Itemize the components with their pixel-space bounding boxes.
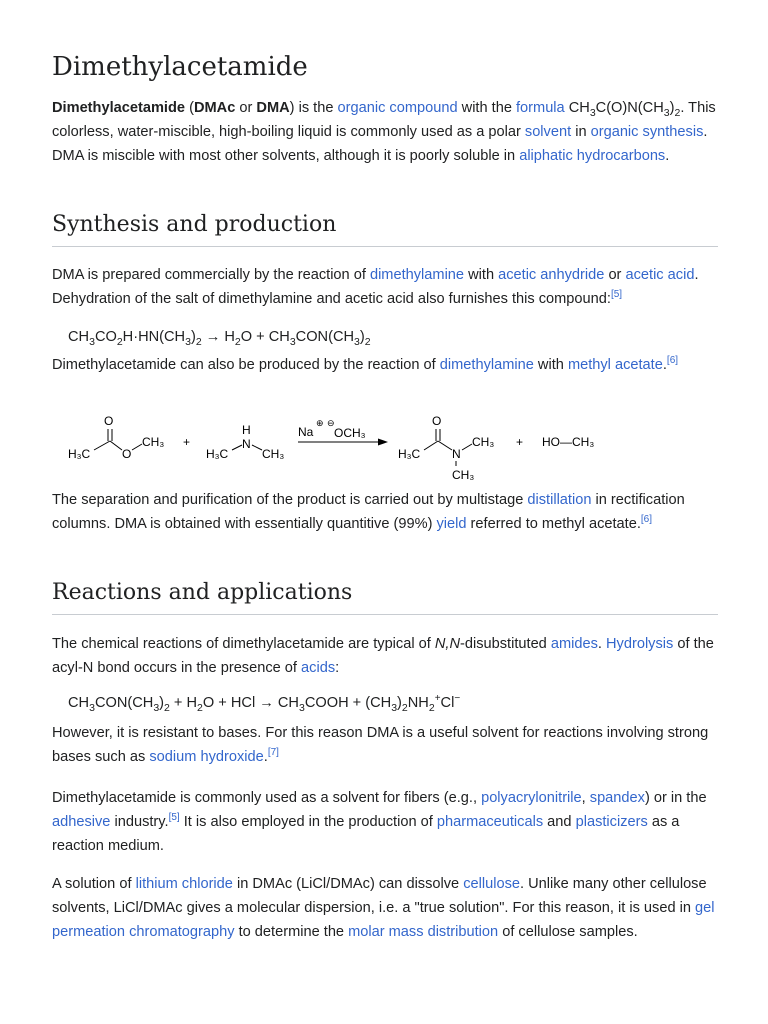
eq-text: ) bbox=[397, 695, 402, 711]
bond bbox=[252, 445, 262, 450]
link-aliphatic-hydrocarbons[interactable]: aliphatic hydrocarbons bbox=[519, 148, 666, 165]
link-hydrolysis[interactable]: Hydrolysis bbox=[606, 636, 674, 652]
text: in rectification columns. DMA is obtained with essentially quantitive (99%) bbox=[52, 492, 685, 533]
reactions-paragraph-1 bbox=[52, 632, 720, 680]
text: ( bbox=[185, 100, 194, 116]
text: . bbox=[597, 636, 607, 652]
equation-salt-dehydration bbox=[68, 326, 371, 348]
link-acetic-anhydride[interactable]: acetic anhydride bbox=[498, 267, 605, 283]
synthesis-paragraph-2 bbox=[52, 353, 720, 377]
atom-ch3: CH₃ bbox=[262, 447, 285, 461]
text: , bbox=[581, 790, 590, 806]
atom-ch3: CH₃ bbox=[452, 468, 475, 482]
link-spandex[interactable]: spandex bbox=[589, 790, 645, 806]
page-title: Dimethylacetamide bbox=[52, 52, 308, 82]
text: to determine the bbox=[234, 924, 349, 941]
citation-5[interactable]: [5] bbox=[610, 289, 623, 301]
bond bbox=[232, 445, 242, 450]
section-heading: Reactions and applications bbox=[52, 580, 353, 605]
plus-sign: + bbox=[183, 435, 191, 449]
text: with bbox=[464, 267, 499, 283]
eq-text: COOH + (CH bbox=[304, 695, 392, 711]
abbr-dma: DMA bbox=[256, 100, 290, 116]
eq-text: O + HCl → CH bbox=[202, 695, 299, 711]
link-distillation[interactable]: distillation bbox=[527, 492, 592, 508]
text: ) or in the bbox=[644, 790, 707, 806]
eq-text: O + CH bbox=[240, 329, 290, 345]
text: . bbox=[662, 357, 667, 373]
subscript: 2 bbox=[197, 702, 203, 714]
link-organic-compound[interactable]: organic compound bbox=[337, 100, 458, 116]
subscript: 3 bbox=[89, 702, 95, 714]
text: -disubstituted bbox=[460, 636, 551, 652]
dma-structure bbox=[398, 414, 494, 482]
subscript: 3 bbox=[185, 336, 191, 348]
text: as a reaction medium. bbox=[52, 814, 680, 855]
atom-o-ester: O bbox=[122, 447, 132, 461]
superscript: + bbox=[434, 693, 441, 704]
text: in DMAc (LiCl/DMAc) can dissolve bbox=[232, 876, 464, 892]
bond bbox=[94, 441, 110, 450]
link-yield[interactable]: yield bbox=[436, 516, 467, 533]
minus-charge: ⊖ bbox=[327, 418, 335, 428]
citation-6[interactable]: [6] bbox=[640, 514, 653, 526]
eq-text: Cl bbox=[440, 695, 455, 711]
eq-text: CO bbox=[94, 329, 117, 345]
subscript: 3 bbox=[391, 702, 398, 714]
text: of the acyl-N bond occurs in the presence of bbox=[52, 636, 714, 677]
reaction-scheme bbox=[66, 408, 626, 488]
atom-n: N bbox=[242, 437, 251, 451]
intro-paragraph bbox=[52, 96, 720, 169]
subscript: 2 bbox=[195, 336, 202, 348]
arrow-head bbox=[378, 439, 388, 446]
subscript: 2 bbox=[401, 702, 408, 714]
text: . Unlike many other cellulose solvents, LiCl/DMAc gives a molecular dispersion, i.e. a "true solution". For this reason, it is used in bbox=[52, 876, 707, 917]
eq-text: NH bbox=[407, 695, 429, 711]
link-plasticizers[interactable]: plasticizers bbox=[575, 814, 648, 831]
section-reactions bbox=[52, 580, 718, 615]
text: industry. bbox=[110, 814, 169, 831]
section-heading: Synthesis and production bbox=[52, 212, 337, 237]
link-acetic-acid[interactable]: acetic acid bbox=[625, 267, 695, 283]
text: in bbox=[571, 124, 591, 141]
atom-ch3: CH₃ bbox=[472, 435, 495, 449]
bond bbox=[132, 444, 142, 450]
text: DMA is prepared commercially by the reaction of bbox=[52, 267, 370, 283]
text: The chemical reactions of dimethylacetamide are typical of bbox=[52, 636, 435, 652]
eq-text: ) bbox=[190, 329, 196, 345]
eq-text: ) bbox=[159, 695, 165, 711]
text: with the bbox=[457, 100, 516, 116]
text: or bbox=[604, 267, 626, 283]
text: with bbox=[533, 357, 568, 373]
subscript: 2 bbox=[428, 702, 435, 714]
text: Dimethylacetamide can also be produced by the reaction of bbox=[52, 357, 440, 373]
text: referred to methyl acetate. bbox=[466, 516, 641, 533]
eq-text: ) bbox=[359, 329, 365, 345]
sodium: Na bbox=[298, 425, 314, 439]
link-formula[interactable]: formula bbox=[516, 100, 565, 116]
reaction-arrow-group bbox=[298, 418, 388, 446]
citation-6[interactable]: [6] bbox=[666, 355, 679, 366]
text: The separation and purification of the product is carried out by multistage bbox=[52, 492, 528, 508]
text: Dimethylacetamide is commonly used as a solvent for fibers (e.g., bbox=[52, 790, 482, 806]
text: . DMA is miscible with most other solvents, although it is poorly soluble in bbox=[52, 124, 708, 165]
subscript: 3 bbox=[289, 336, 296, 348]
dimethylamine-structure bbox=[206, 423, 284, 461]
reactions-paragraph-4 bbox=[52, 872, 720, 945]
text: . This colorless, water-miscible, high-boiling liquid is commonly used as a polar bbox=[52, 100, 716, 141]
link-sodium-hydroxide[interactable]: sodium hydroxide bbox=[149, 749, 264, 766]
formula: ) bbox=[669, 100, 675, 116]
section-synthesis bbox=[52, 212, 718, 247]
link-adhesive[interactable]: adhesive bbox=[52, 814, 111, 831]
atom-o: O bbox=[432, 414, 442, 428]
atom-o: O bbox=[104, 414, 114, 428]
abbr-dmac: DMAc bbox=[193, 100, 236, 116]
formula: C(O)N(CH bbox=[595, 100, 664, 116]
subscript: 3 bbox=[89, 336, 95, 348]
subscript: 2 bbox=[364, 336, 371, 348]
eq-text: → H bbox=[201, 329, 235, 345]
text: and bbox=[543, 814, 576, 831]
text: ) is the bbox=[289, 100, 338, 116]
subscript: 3 bbox=[354, 336, 360, 348]
link-molar-mass-distribution[interactable]: molar mass distribution bbox=[348, 924, 499, 941]
eq-text: + H bbox=[169, 695, 198, 711]
subscript: 3 bbox=[589, 107, 596, 119]
link-pharmaceuticals[interactable]: pharmaceuticals bbox=[436, 814, 544, 831]
text: . bbox=[263, 749, 268, 766]
subscript: 2 bbox=[116, 336, 123, 348]
text: A solution of bbox=[52, 876, 136, 892]
text: . Dehydration of the salt of dimethylamine and acetic acid also furnishes this compound: bbox=[52, 267, 699, 308]
atom-h3c: H₃C bbox=[206, 447, 229, 461]
atom-n: N bbox=[452, 447, 461, 461]
text: . bbox=[665, 148, 670, 165]
link-amides[interactable]: amides bbox=[550, 636, 598, 652]
link-solvent[interactable]: solvent bbox=[524, 124, 572, 141]
text: of cellulose samples. bbox=[498, 924, 638, 941]
bond bbox=[424, 441, 438, 450]
link-lithium-chloride[interactable]: lithium chloride bbox=[135, 876, 233, 892]
link-acids[interactable]: acids bbox=[301, 660, 336, 677]
italic-nn: N,N bbox=[434, 636, 460, 652]
reactions-paragraph-2 bbox=[52, 721, 720, 769]
methoxide: OCH₃ bbox=[334, 426, 366, 440]
synthesis-paragraph-1 bbox=[52, 263, 720, 311]
subscript: 3 bbox=[298, 702, 305, 714]
bond bbox=[110, 441, 122, 450]
text: or bbox=[235, 100, 257, 116]
methanol: HO—CH₃ bbox=[542, 435, 595, 449]
methyl-acetate-structure bbox=[68, 414, 164, 461]
atom-h3c: H₃C bbox=[398, 447, 421, 461]
plus-charge: ⊕ bbox=[316, 418, 324, 428]
subscript: 2 bbox=[674, 107, 681, 119]
eq-text: CON(CH bbox=[94, 695, 154, 711]
link-gel-permeation-chromatography[interactable]: gel permeation chromatography bbox=[52, 900, 715, 941]
atom-h3c: H₃C bbox=[68, 447, 91, 461]
link-organic-synthesis[interactable]: organic synthesis bbox=[590, 124, 704, 141]
link-dimethylamine[interactable]: dimethylamine bbox=[439, 357, 534, 373]
text: However, it is resistant to bases. For this reason DMA is a useful solvent for reactions involving strong bases such as bbox=[52, 725, 709, 766]
eq-text: CH bbox=[68, 695, 90, 711]
link-polyacrylonitrile[interactable]: polyacrylonitrile bbox=[481, 790, 582, 806]
synthesis-paragraph-3 bbox=[52, 488, 720, 536]
subscript: 2 bbox=[234, 336, 241, 348]
eq-text: H·HN(CH bbox=[122, 329, 186, 345]
formula: CH bbox=[564, 100, 590, 116]
eq-text: CH bbox=[68, 329, 90, 345]
superscript: − bbox=[454, 693, 461, 704]
plus-sign: + bbox=[516, 435, 524, 449]
bond bbox=[438, 441, 452, 450]
bond bbox=[462, 444, 472, 450]
link-dimethylamine[interactable]: dimethylamine bbox=[369, 267, 465, 283]
atom-h: H bbox=[242, 423, 251, 437]
eq-text: CON(CH bbox=[295, 329, 355, 345]
subscript: 3 bbox=[153, 702, 160, 714]
atom-ch3: CH₃ bbox=[142, 435, 165, 449]
text: : bbox=[335, 660, 340, 677]
link-cellulose[interactable]: cellulose bbox=[463, 876, 521, 892]
subscript: 2 bbox=[164, 702, 170, 714]
equation-hydrolysis bbox=[68, 692, 460, 714]
citation-7[interactable]: [7] bbox=[267, 747, 279, 759]
text: It is also employed in the production of bbox=[179, 814, 437, 831]
link-methyl-acetate[interactable]: methyl acetate bbox=[567, 357, 663, 373]
bold-name: Dimethylacetamide bbox=[52, 100, 186, 116]
subscript: 3 bbox=[663, 107, 670, 119]
citation-5[interactable]: [5] bbox=[168, 812, 180, 824]
reactions-paragraph-3 bbox=[52, 786, 720, 859]
